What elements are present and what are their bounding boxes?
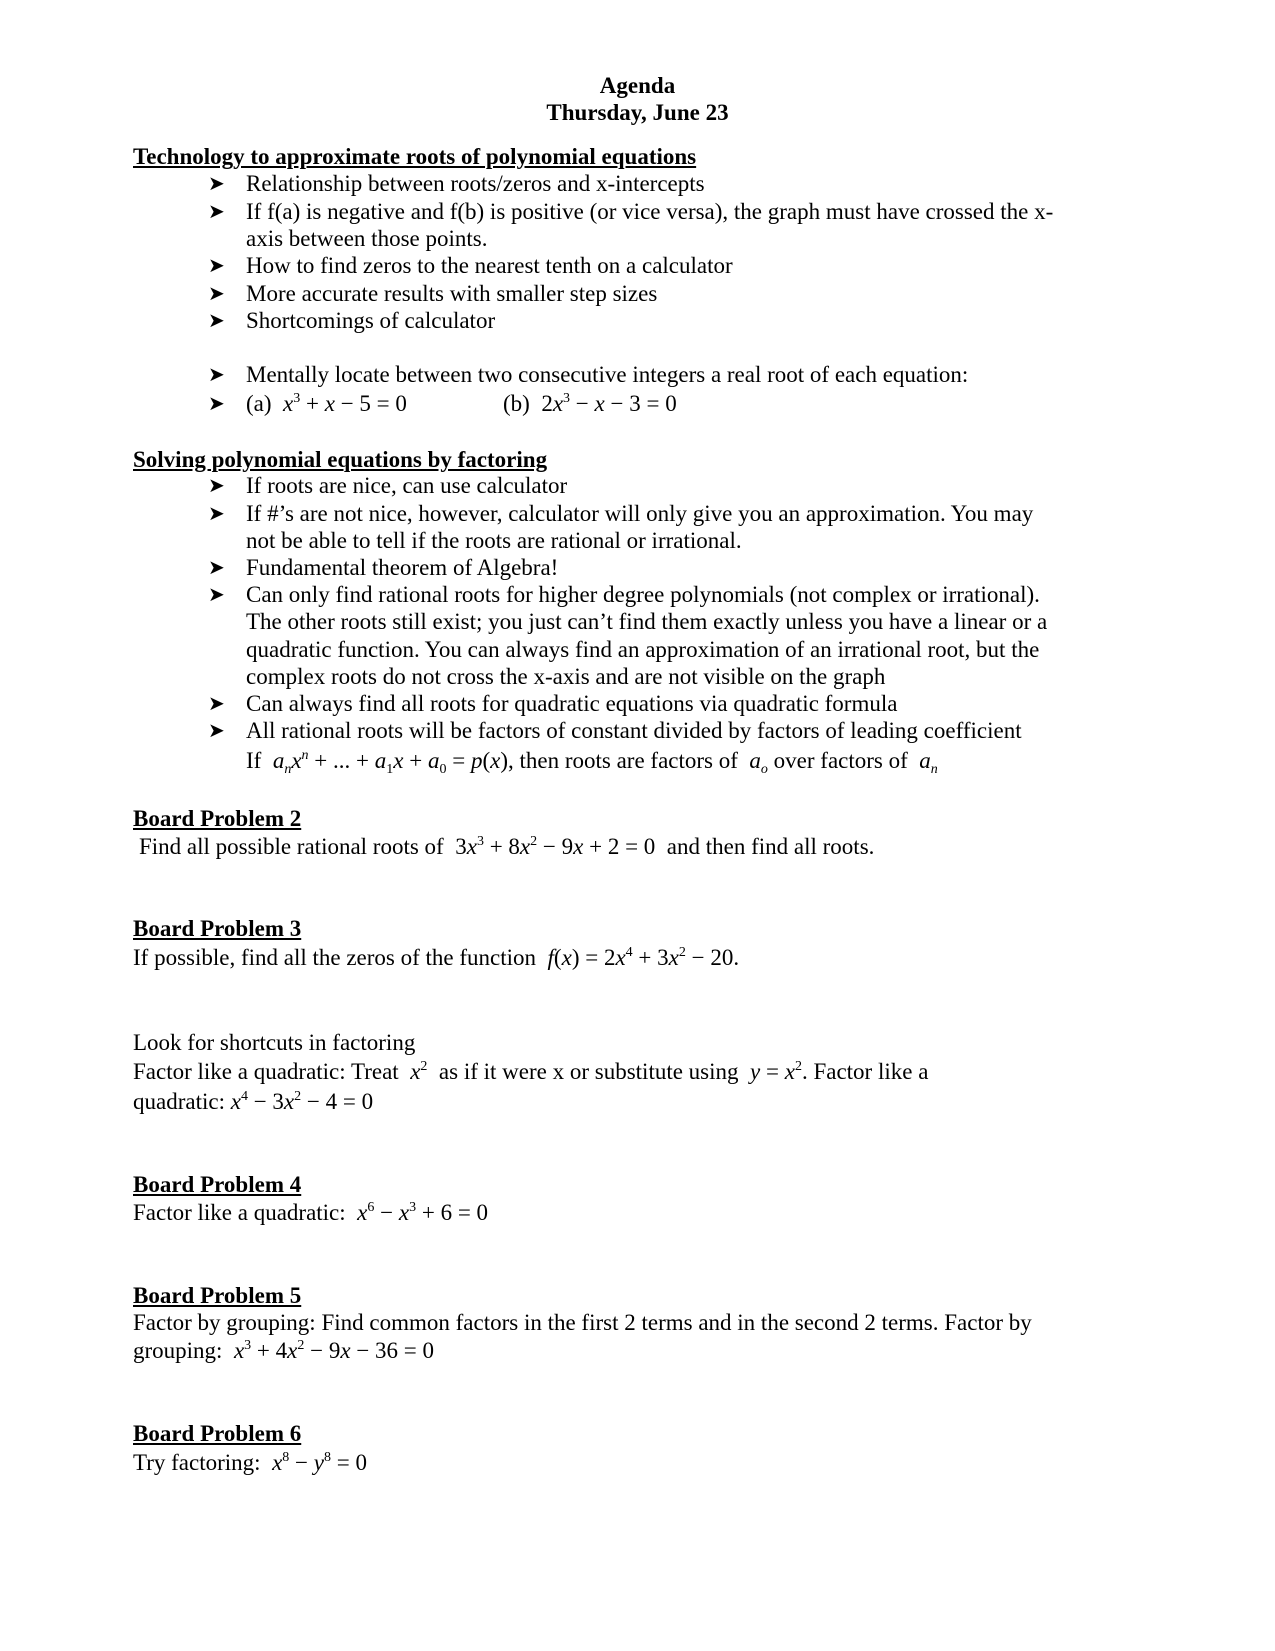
bullet-arrow-icon: ➤ [208, 693, 225, 715]
bp2-text: Find all possible rational roots of $3x^3 + 8x^2 - 9x + 2 = 0$ and then find all roots. [139, 834, 875, 859]
bp4-heading: Board Problem 4 [133, 1172, 302, 1197]
shortcuts-line1: Look for shortcuts in factoring [133, 1030, 416, 1055]
section2-bullet-continuation: The other roots still exist; you just can’t find them exactly unless you have a linear or a [246, 609, 1048, 634]
rational-root-formula: If $a_nx^n$ + ... + $a_1x + a_0 = p(x)$, then roots are factors of $a_o$ over factors of $a_n$ [246, 748, 938, 777]
bullet-arrow-icon: ➤ [208, 393, 225, 415]
part-a-label: (a) [246, 391, 272, 416]
section2-bullet: Can always find all roots for quadratic equations via quadratic formula [246, 691, 898, 716]
bullet-arrow-icon: ➤ [208, 584, 225, 606]
mental-locate-text: Mentally locate between two consecutive integers a real root of each equation: [246, 362, 969, 387]
section1-bullet-continuation: axis between those points. [246, 226, 488, 251]
bullet-arrow-icon: ➤ [208, 503, 225, 525]
bullet-arrow-icon: ➤ [208, 173, 225, 195]
equation-a: (a) $x^3 + x - 5 = 0$ [246, 391, 407, 416]
bp3-heading: Board Problem 3 [133, 916, 302, 941]
section1-bullet: Shortcomings of calculator [246, 308, 496, 333]
section2-bullet-continuation: quadratic function. You can always find an approximation of an irrational root, but the [246, 637, 1040, 662]
section2-bullet-continuation: complex roots do not cross the x-axis and are not visible on the graph [246, 664, 886, 689]
bullet-arrow-icon: ➤ [208, 364, 225, 386]
shortcuts-line2: Factor like a quadratic: Treat $x^2$ as if it were x or substitute using $y = x^2$. Factor like a [133, 1059, 929, 1084]
section2-bullet: Fundamental theorem of Algebra! [246, 555, 559, 580]
bp5-line1: Factor by grouping: Find common factors in the first 2 terms and in the second 2 terms. Factor by [133, 1310, 1032, 1335]
bp6-heading: Board Problem 6 [133, 1421, 302, 1446]
bullet-arrow-icon: ➤ [208, 310, 225, 332]
section2-bullet: If #’s are not nice, however, calculator will only give you an approximation. You may [246, 501, 1034, 526]
bp5-line2: grouping: $x^3 + 4x^2 - 9x - 36 = 0$ [133, 1338, 435, 1363]
bp3-text: If possible, find all the zeros of the function $f(x) = 2x^4 + 3x^2 - 20$. [133, 945, 740, 970]
agenda-date: Thursday, June 23 [546, 100, 729, 125]
bp2-heading: Board Problem 2 [133, 806, 302, 831]
bullet-arrow-icon: ➤ [208, 283, 225, 305]
bullet-arrow-icon: ➤ [208, 475, 225, 497]
section1-bullet: More accurate results with smaller step sizes [246, 281, 658, 306]
section2-bullet: If roots are nice, can use calculator [246, 473, 568, 498]
bp6-text: Try factoring: $x^8 - y^8 = 0$ [133, 1450, 367, 1475]
section1-heading: Technology to approximate roots of polynomial equations [133, 144, 697, 169]
agenda-title: Agenda [599, 73, 676, 98]
shortcuts-line3: quadratic: $x^4 - 3x^2 - 4 = 0$ [133, 1089, 374, 1114]
bp5-heading: Board Problem 5 [133, 1283, 302, 1308]
section1-bullet: How to find zeros to the nearest tenth on a calculator [246, 253, 733, 278]
bp4-text: Factor like a quadratic: $x^6 - x^3 + 6 = 0$ [133, 1200, 489, 1225]
bullet-arrow-icon: ➤ [208, 201, 225, 223]
section2-bullet: All rational roots will be factors of constant divided by factors of leading coefficient [246, 718, 1022, 743]
section1-bullet: Relationship between roots/zeros and x-intercepts [246, 171, 705, 196]
equation-b: (b) $2x^3 - x - 3 = 0$ [503, 391, 677, 416]
section1-bullet: If f(a) is negative and f(b) is positive (or vice versa), the graph must have crossed the x- [246, 199, 1054, 224]
part-b-label: (b) [503, 391, 530, 416]
bullet-arrow-icon: ➤ [208, 720, 225, 742]
section2-heading: Solving polynomial equations by factoring [133, 447, 548, 472]
bullet-arrow-icon: ➤ [208, 255, 225, 277]
section2-bullet-continuation: not be able to tell if the roots are rational or irrational. [246, 528, 742, 553]
section2-bullet: Can only find rational roots for higher degree polynomials (not complex or irrational). [246, 582, 1040, 607]
bullet-arrow-icon: ➤ [208, 557, 225, 579]
